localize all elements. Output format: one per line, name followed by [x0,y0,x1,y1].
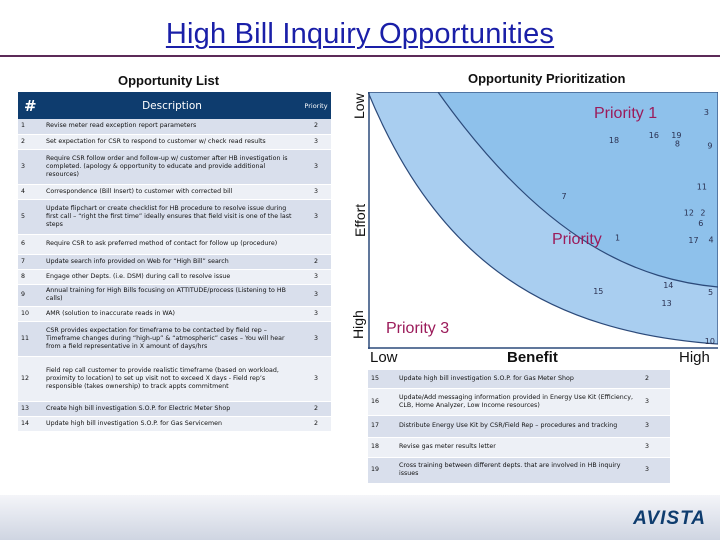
cell-number: 10 [18,306,43,321]
matrix-point-label: 14 [663,281,674,290]
table-row [368,370,670,388]
cell-description: Create high bill investigation S.O.P. for Electric Meter Shop [43,401,301,416]
cell-priority: 3 [301,356,331,401]
matrix-point-label: 1 [614,233,621,243]
table-row [18,134,331,149]
cell-number: 5 [18,199,43,234]
cell-priority: 3 [642,388,670,415]
opportunity-table-continued [368,370,670,484]
cell-number: 9 [18,284,43,306]
cell-priority: 2 [301,401,331,416]
title-separator [0,55,720,57]
matrix-point-label: 19 [671,130,682,140]
footer-band [0,495,720,540]
cell-description: Revise gas meter results letter [396,437,642,457]
cell-description: Require CSR follow order and follow-up w/ customer after HB investigation is completed. (apology & opportunity to educate and provide additional resources) [43,149,301,184]
col-header-priority: Priority [301,92,331,119]
table-row [368,457,670,483]
cell-number: 8 [18,269,43,284]
cell-priority: 3 [301,134,331,149]
cell-number: 11 [18,321,43,356]
table-row [18,149,331,184]
cell-description: Distribute Energy Use Kit by CSR/Field Rep – procedures and tracking [396,415,642,437]
prioritization-svg [368,92,718,349]
cell-priority: 2 [301,254,331,269]
cell-description: Update high bill investigation S.O.P. for Gas Servicemen [43,416,301,431]
cell-priority: 3 [301,284,331,306]
table-row [18,269,331,284]
table-row [18,306,331,321]
cell-priority: 3 [642,457,670,483]
table-row [18,234,331,254]
opportunity-prioritization-title: Opportunity Prioritization [468,71,626,86]
cell-description: CSR provides expectation for timeframe to be contacted by field rep – Timeframe changes during “high-up” & “atmospheric” cases – You will hear from a field representative in X amount of days/hrs [43,321,301,356]
matrix-point-label: 7 [561,192,567,202]
effort-high-label: High [350,310,366,339]
cell-number: 14 [18,416,43,431]
cell-description: Require CSR to ask preferred method of contact for follow up (procedure) [43,234,301,254]
cell-number: 15 [368,370,396,388]
cell-number: 3 [18,149,43,184]
cell-number: 7 [18,254,43,269]
col-header-description: Description [43,92,301,119]
table-row [18,401,331,416]
matrix-point-label: 2 [700,208,706,218]
matrix-point-label: 11 [696,182,707,192]
benefit-low-label: Low [370,349,398,366]
cell-description: Update/Add messaging information provided in Energy Use Kit (Efficiency, CLB, Home Analyzer, Low Income resources) [396,388,642,415]
cell-description: AMR (solution to inaccurate reads in WA) [43,306,301,321]
cell-description: Annual training for High Bills focusing on ATTITUDE/process (Listening to HB calls) [43,284,301,306]
matrix-point-label: 16 [648,130,659,140]
effort-axis-label: Effort [352,203,368,237]
table-row [18,119,331,134]
cell-number: 1 [18,119,43,134]
cell-priority: 2 [642,370,670,388]
cell-description: Update search info provided on Web for “High Bill” search [43,254,301,269]
prioritization-matrix [368,92,718,349]
cell-description: Field rep call customer to provide realistic timeframe (based on workload, proximity to location) to set up visit not to exceed X days - Field rep’s responsible (takes ownership) to track appts commitment [43,356,301,401]
matrix-point-label: 5 [708,287,714,297]
matrix-point-label: 4 [708,235,714,245]
cell-number: 18 [368,437,396,457]
cell-priority: 3 [301,269,331,284]
opportunity-list-title: Opportunity List [118,73,220,88]
table-row [18,284,331,306]
table-row [18,184,331,199]
cell-priority: 3 [642,415,670,437]
cell-number: 16 [368,388,396,415]
matrix-point-label: 15 [593,286,604,296]
matrix-point-label: 12 [683,208,694,218]
avista-logo: AVISTA [633,508,706,529]
cell-number: 2 [18,134,43,149]
cell-priority: 2 [301,416,331,431]
matrix-point-label: 13 [661,299,672,308]
effort-low-label: Low [351,93,367,119]
cell-description: Engage other Depts. (i.e. DSM) during call to resolve issue [43,269,301,284]
table-row [18,199,331,234]
table-row [368,437,670,457]
matrix-point-label: 3 [703,108,709,117]
benefit-high-label: High [679,349,710,366]
cell-priority: 3 [301,184,331,199]
cell-number: 17 [368,415,396,437]
cell-priority: 3 [301,321,331,356]
table-row [18,321,331,356]
matrix-point-label: 6 [698,219,704,229]
priority-1-label: Priority 1 [594,105,658,122]
table-row [18,356,331,401]
cell-priority: 3 [301,149,331,184]
table-row [18,254,331,269]
cell-description: Cross training between different depts. that are involved in HB inquiry issues [396,457,642,483]
benefit-axis-label: Benefit [507,349,558,366]
matrix-point-label: 17 [688,236,699,245]
opportunity-table [18,92,331,432]
cell-number: 12 [18,356,43,401]
cell-priority: 3 [301,306,331,321]
col-header-num: # [18,92,43,119]
matrix-point-label: 9 [707,141,713,151]
cell-number: 19 [368,457,396,483]
cell-description: Correspondence (Bill Insert) to customer with corrected bill [43,184,301,199]
matrix-point-label: 10 [704,337,715,346]
cell-priority: 2 [301,119,331,134]
priority-3-label: Priority 3 [386,320,450,337]
cell-priority: 3 [642,437,670,457]
matrix-point-label: 8 [674,139,680,149]
cell-description: Set expectation for CSR to respond to customer w/ check read results [43,134,301,149]
cell-description: Revise meter read exception report parameters [43,119,301,134]
priority-2-label: Priority [552,231,602,248]
table-row [368,388,670,415]
cell-priority [301,234,331,254]
page-title: High Bill Inquiry Opportunities [165,18,555,50]
cell-description: Update flipchart or create checklist for HB procedure to resolve issue during first call – “right the first time” ideally ensures that field visit is one of the last steps [43,199,301,234]
cell-number: 13 [18,401,43,416]
matrix-point-label: 18 [608,136,620,146]
cell-description: Update high bill investigation S.O.P. for Gas Meter Shop [396,370,642,388]
cell-number: 4 [18,184,43,199]
table-row [18,416,331,431]
cell-number: 6 [18,234,43,254]
table-row [368,415,670,437]
cell-priority: 3 [301,199,331,234]
